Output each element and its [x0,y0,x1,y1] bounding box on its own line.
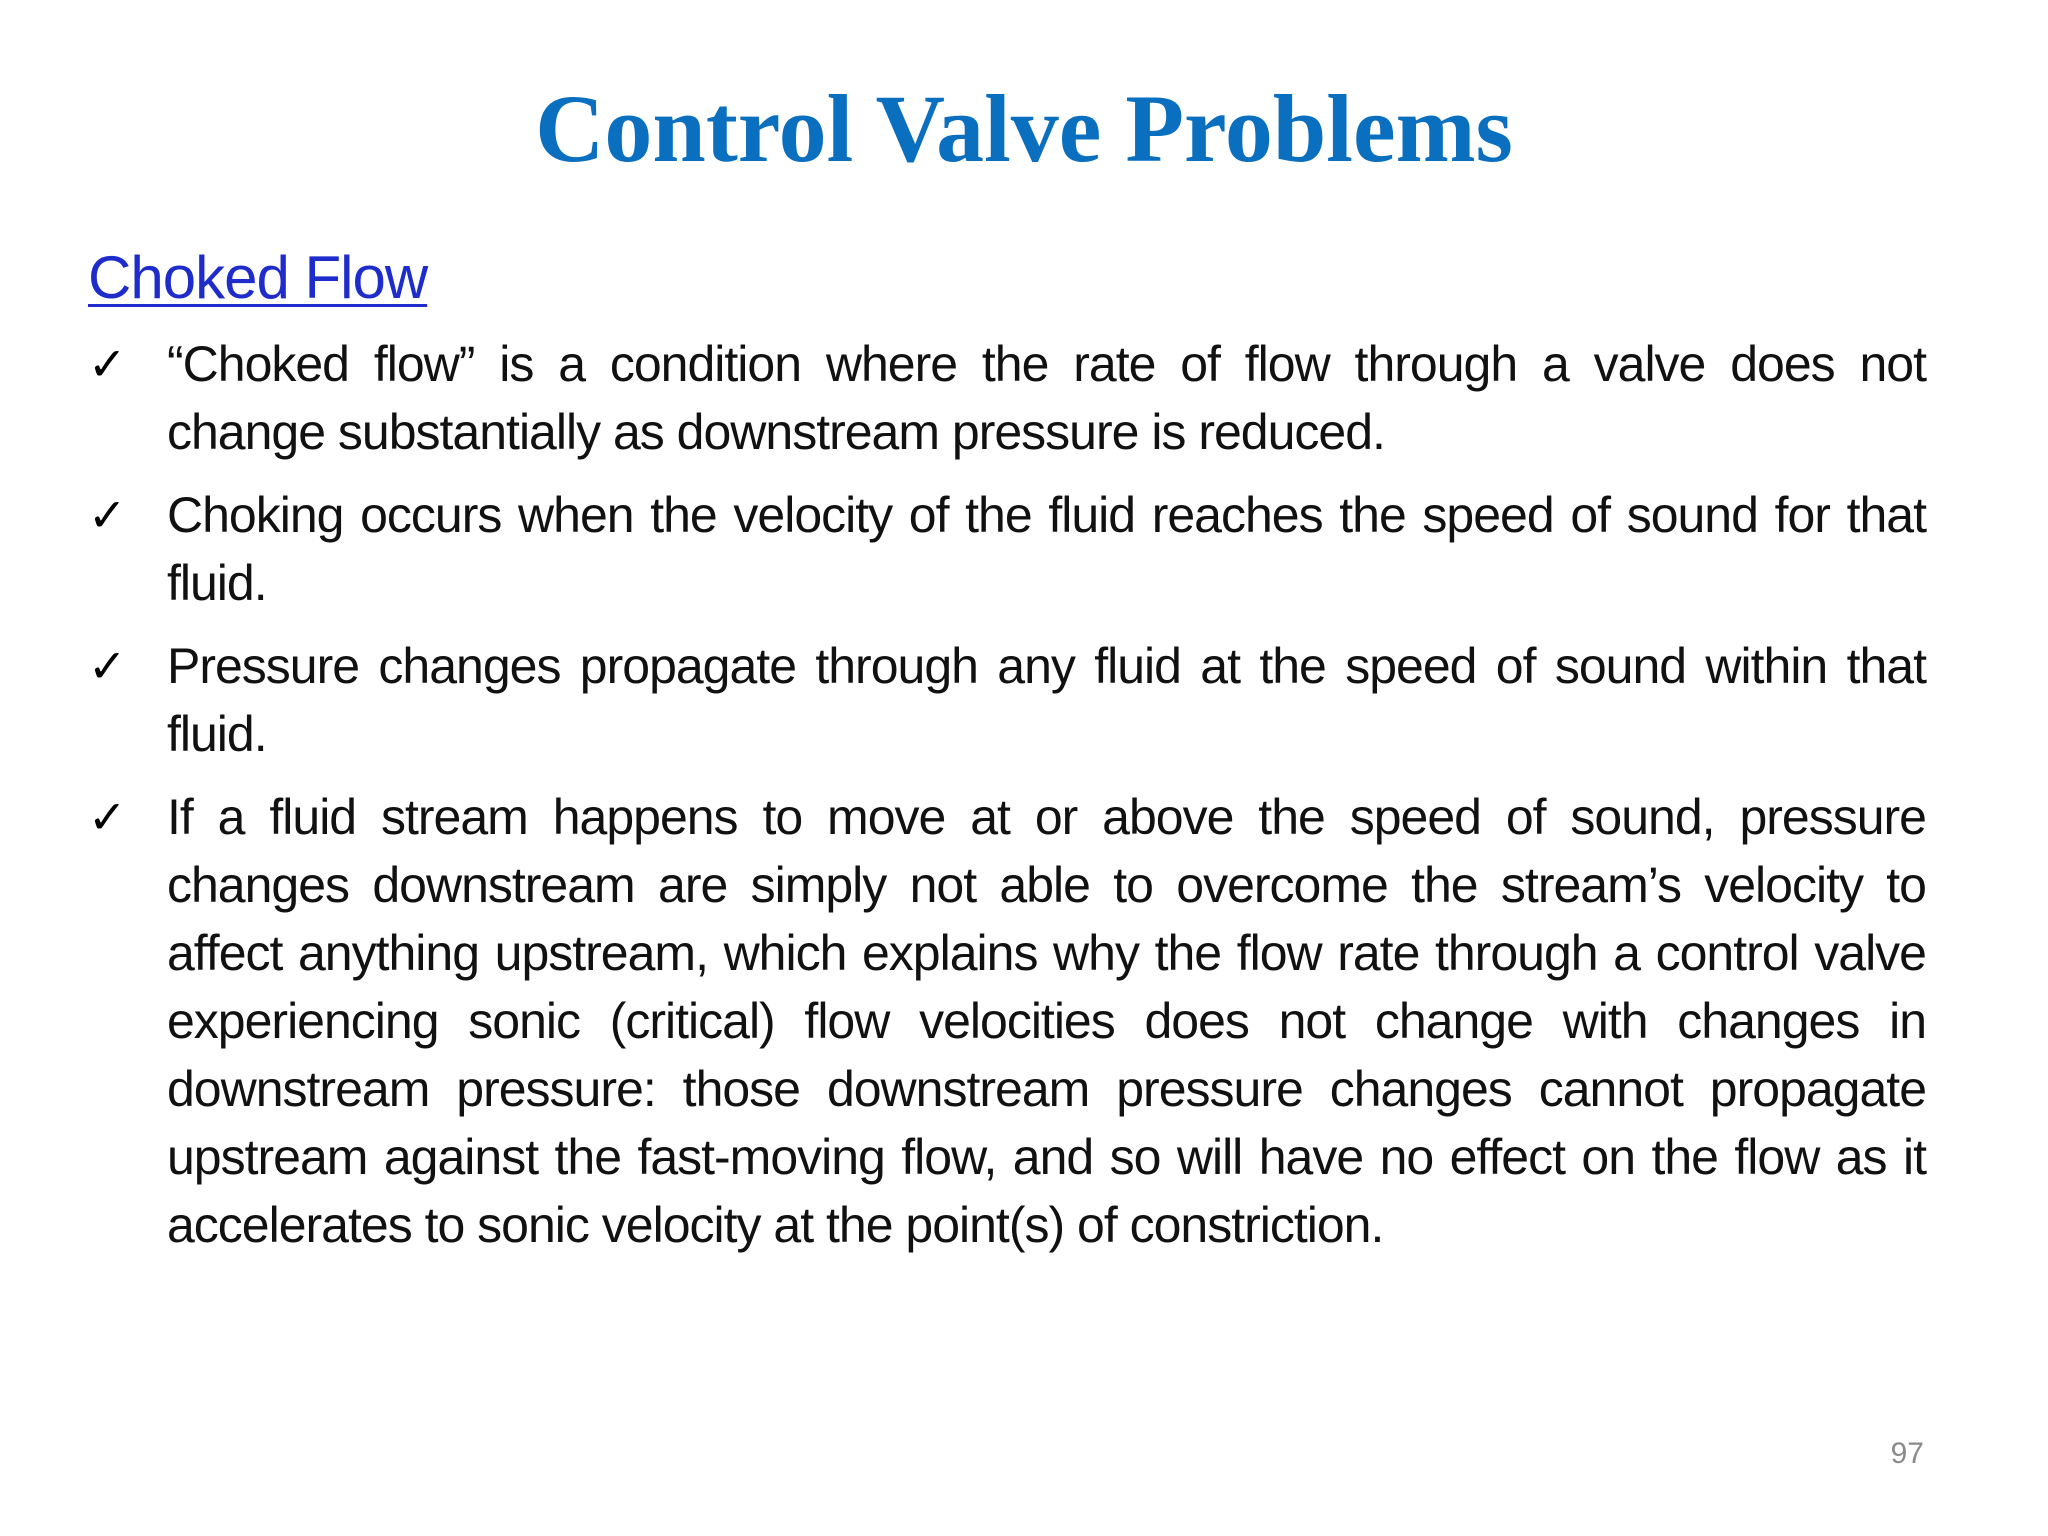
bullet-item [88,783,1926,1259]
section-heading: Choked Flow [88,244,428,311]
bullet-text: If a fluid stream happens to move at or above the speed of sound, pressure changes downstream are simply not able to overcome the stream’s velocity to affect anything upstream, which explains why the flow rate through a control valve experiencing sonic (critical) flow velocities does not change with changes in downstream pressure: those downstream pressure changes cannot propagate upstream against the fast-moving flow, and so will have no effect on the flow as it accelerates to sonic velocity at the point(s) of constriction. [167,789,1926,1253]
check-icon: ✓ [88,790,127,844]
bullet-text: “Choked flow” is a condition where the rate of flow through a valve does not change substantially as downstream pressure is reduced. [167,336,1926,460]
bullet-list [88,330,1926,1274]
check-icon: ✓ [88,337,127,391]
bullet-item [88,632,1926,768]
check-icon: ✓ [88,488,127,542]
bullet-item [88,330,1926,466]
bullet-item [88,481,1926,617]
slide-title: Control Valve Problems [535,75,1513,182]
bullet-text: Choking occurs when the velocity of the fluid reaches the speed of sound for that fluid. [167,487,1926,611]
page-number: 97 [1890,1437,1924,1470]
bullet-text: Pressure changes propagate through any fluid at the speed of sound within that fluid. [167,638,1926,762]
check-icon: ✓ [88,639,127,693]
